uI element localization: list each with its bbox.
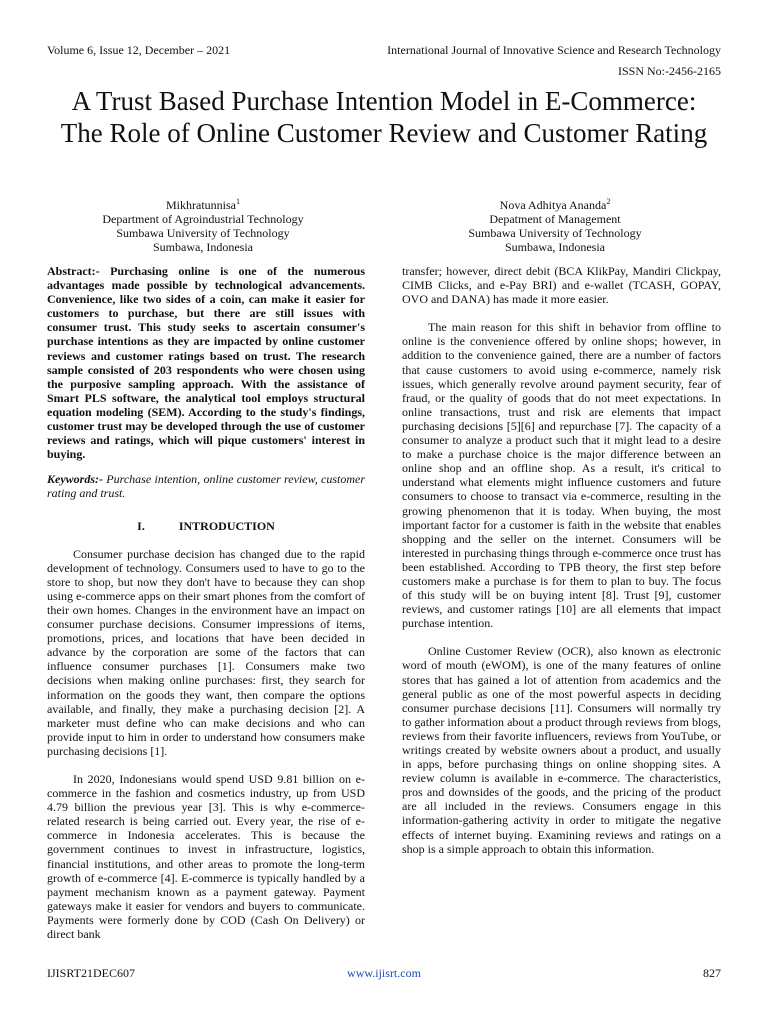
author-dept-1: Department of Agroindustrial Technology bbox=[102, 212, 304, 226]
footer-page-number: 827 bbox=[703, 966, 721, 980]
header-journal: International Journal of Innovative Science and Research Technology bbox=[387, 43, 721, 57]
footer-website-link[interactable]: www.ijisrt.com bbox=[347, 966, 421, 980]
keywords bbox=[47, 472, 365, 500]
author-block-1 bbox=[78, 198, 328, 254]
intro-paragraph-1: Consumer purchase decision has changed due to the rapid development of technology. Consumers used to have to go to the store to shop, but now they don't have to because they can shop using e-commerce apps on their smart phones from the comfort of their own homes. Changes in the environment have an impact on consumer purchase decisions. Consumer impressions of items, promotions, prices, and locations that have been decided in advance by the corporation are some of the factors that can influence consumer purchases [1]. Consumers make two decisions when making online purchases: first, they search for information on the goods they want, then compare the options available, and finally, they make a purchasing decision [2]. A marketer must define who can make decisions and who can provide input to him in order to understand how consumers make purchasing decisions [1]. bbox=[47, 546, 365, 758]
right-paragraph-3: Online Customer Review (OCR), also known as electronic word of mouth (eWOM), is one of the many features of online stores that has gained a lot of attention from academics and the general public as one of the most powerful aspects in deciding consumer purchase decisions [11]. Consumers will normally try to gather information about a product through reviews from blogs, reviews from their favorite influencers, reviews from YouTube, or writings created by website owners about a product, and usually in apps, before purchasing things on online shopping sites. A review column is available in e-commerce. The characteristics, pros and downsides of the goods, and the pricing of the product are all included in the reviews. Consumers engage in this information-gathering activity in order to mitigate the negative effects of internet buying. Examining reviews and ratings on a shop is a simple approach to obtain this information. bbox=[402, 644, 721, 856]
author-univ-1: Sumbawa University of Technology bbox=[116, 226, 290, 240]
author-name-2: Nova Adhitya Ananda$^2$ bbox=[499, 197, 611, 212]
author-loc-1: Sumbawa, Indonesia bbox=[153, 240, 253, 254]
keywords-text: Purchase intention, online customer review, customer rating and trust. bbox=[47, 472, 365, 501]
right-column bbox=[402, 264, 721, 856]
author-name-1: Mikhratunnisa$^1$ bbox=[166, 197, 240, 212]
intro-paragraph-2: In 2020, Indonesians would spend USD 9.81 billion on e-commerce in the fashion and cosmetics industry, up from USD 4.79 billion the previous year [3]. This is why e-commerce-related research is being carried out. Every year, the rise of e-commerce in Indonesia accelerates. This is because the government continues to invest in infrastructure, logistics, financial institutions, and other areas to promote the long-term growth of e-commerce [4]. E-commerce is typically handled by a payment mechanism known as a payment gateway. Payment gateways make it easier for vendors and buyers to communicate. Payments were formerly done by COD (Cash On Delivery) or direct bank bbox=[47, 772, 365, 942]
author-dept-2: Depatment of Management bbox=[489, 212, 621, 226]
section-number: I. bbox=[137, 518, 145, 533]
header-volume: Volume 6, Issue 12, December – 2021 bbox=[47, 43, 231, 57]
author-univ-2: Sumbawa University of Technology bbox=[468, 226, 642, 240]
footer-paper-id: IJISRT21DEC607 bbox=[47, 966, 135, 980]
section-heading-introduction bbox=[47, 519, 365, 533]
right-paragraph-2: The main reason for this shift in behavior from offline to online is the convenience offered by online shops; however, in addition to the convenience gained, there are a number of factors that cause customers to avoid using e-commerce, namely risk issues, which generally revolve around payment security, fear of fraud, or the quality of goods that do not meet expectations. In online transactions, trust and risk are elements that impact purchasing decisions [5][6] and repurchase [7]. The capacity of a consumer to analyze a product such that it might lead to a desire to make a purchase choice is the major difference between an online shop and an offline shop. As a result, it's critical to understand what elements might influence customers and future consumers to choose to transact via e-commerce, resulting in the growing phenomenon that it is today. When buying, the most important factor for a customer is faith in the website that enables shopping and the seller on the internet. Consumers will be interested in purchasing things through e-commerce once trust has been established. According to TPB theory, the first step before customers make a purchase is for them to plan to buy. The focus of this study will be on buying intent [8]. Trust [9], customer reviews, and customer ratings [10] are all elements that impact purchase intention. bbox=[402, 320, 721, 631]
header-issn: ISSN No:-2456-2165 bbox=[617, 64, 721, 78]
author-sup-1: 1 bbox=[236, 197, 240, 206]
section-title: INTRODUCTION bbox=[178, 518, 275, 533]
abstract: Abstract:- Purchasing online is one of the numerous advantages made possible by technological advancements. Convenience, like two sides of a coin, can make it easier for customers to purchase, but there are still issues with consumer trust. This study seeks to ascertain consumer's purchase intentions as they are impacted by online customer reviews and customer ratings based on trust. The research sample consisted of 203 respondents who were chosen using the purposive sampling approach. With the assistance of Smart PLS software, the analytical tool employs structural equation modeling (SEM). According to the study's findings, customer trust may be developed through the use of customer reviews and ratings, which will pique customers' interest in buying. bbox=[47, 264, 365, 462]
right-paragraph-1: transfer; however, direct debit (BCA KlikPay, Mandiri Clickpay, CIMB Clicks, and e-Pay BRI) and e-wallet (TCASH, GOPAY, OVO and DANA) has made it more easier. bbox=[402, 264, 721, 307]
paper-title: A Trust Based Purchase Intention Model in E-Commerce: The Role of Online Customer Review and Customer Rating bbox=[60, 86, 708, 148]
author-loc-2: Sumbawa, Indonesia bbox=[505, 240, 605, 254]
left-column bbox=[47, 264, 365, 941]
author-block-2 bbox=[430, 198, 680, 254]
author-sup-2: 2 bbox=[606, 197, 611, 206]
keywords-label: Keywords:- bbox=[47, 472, 103, 487]
